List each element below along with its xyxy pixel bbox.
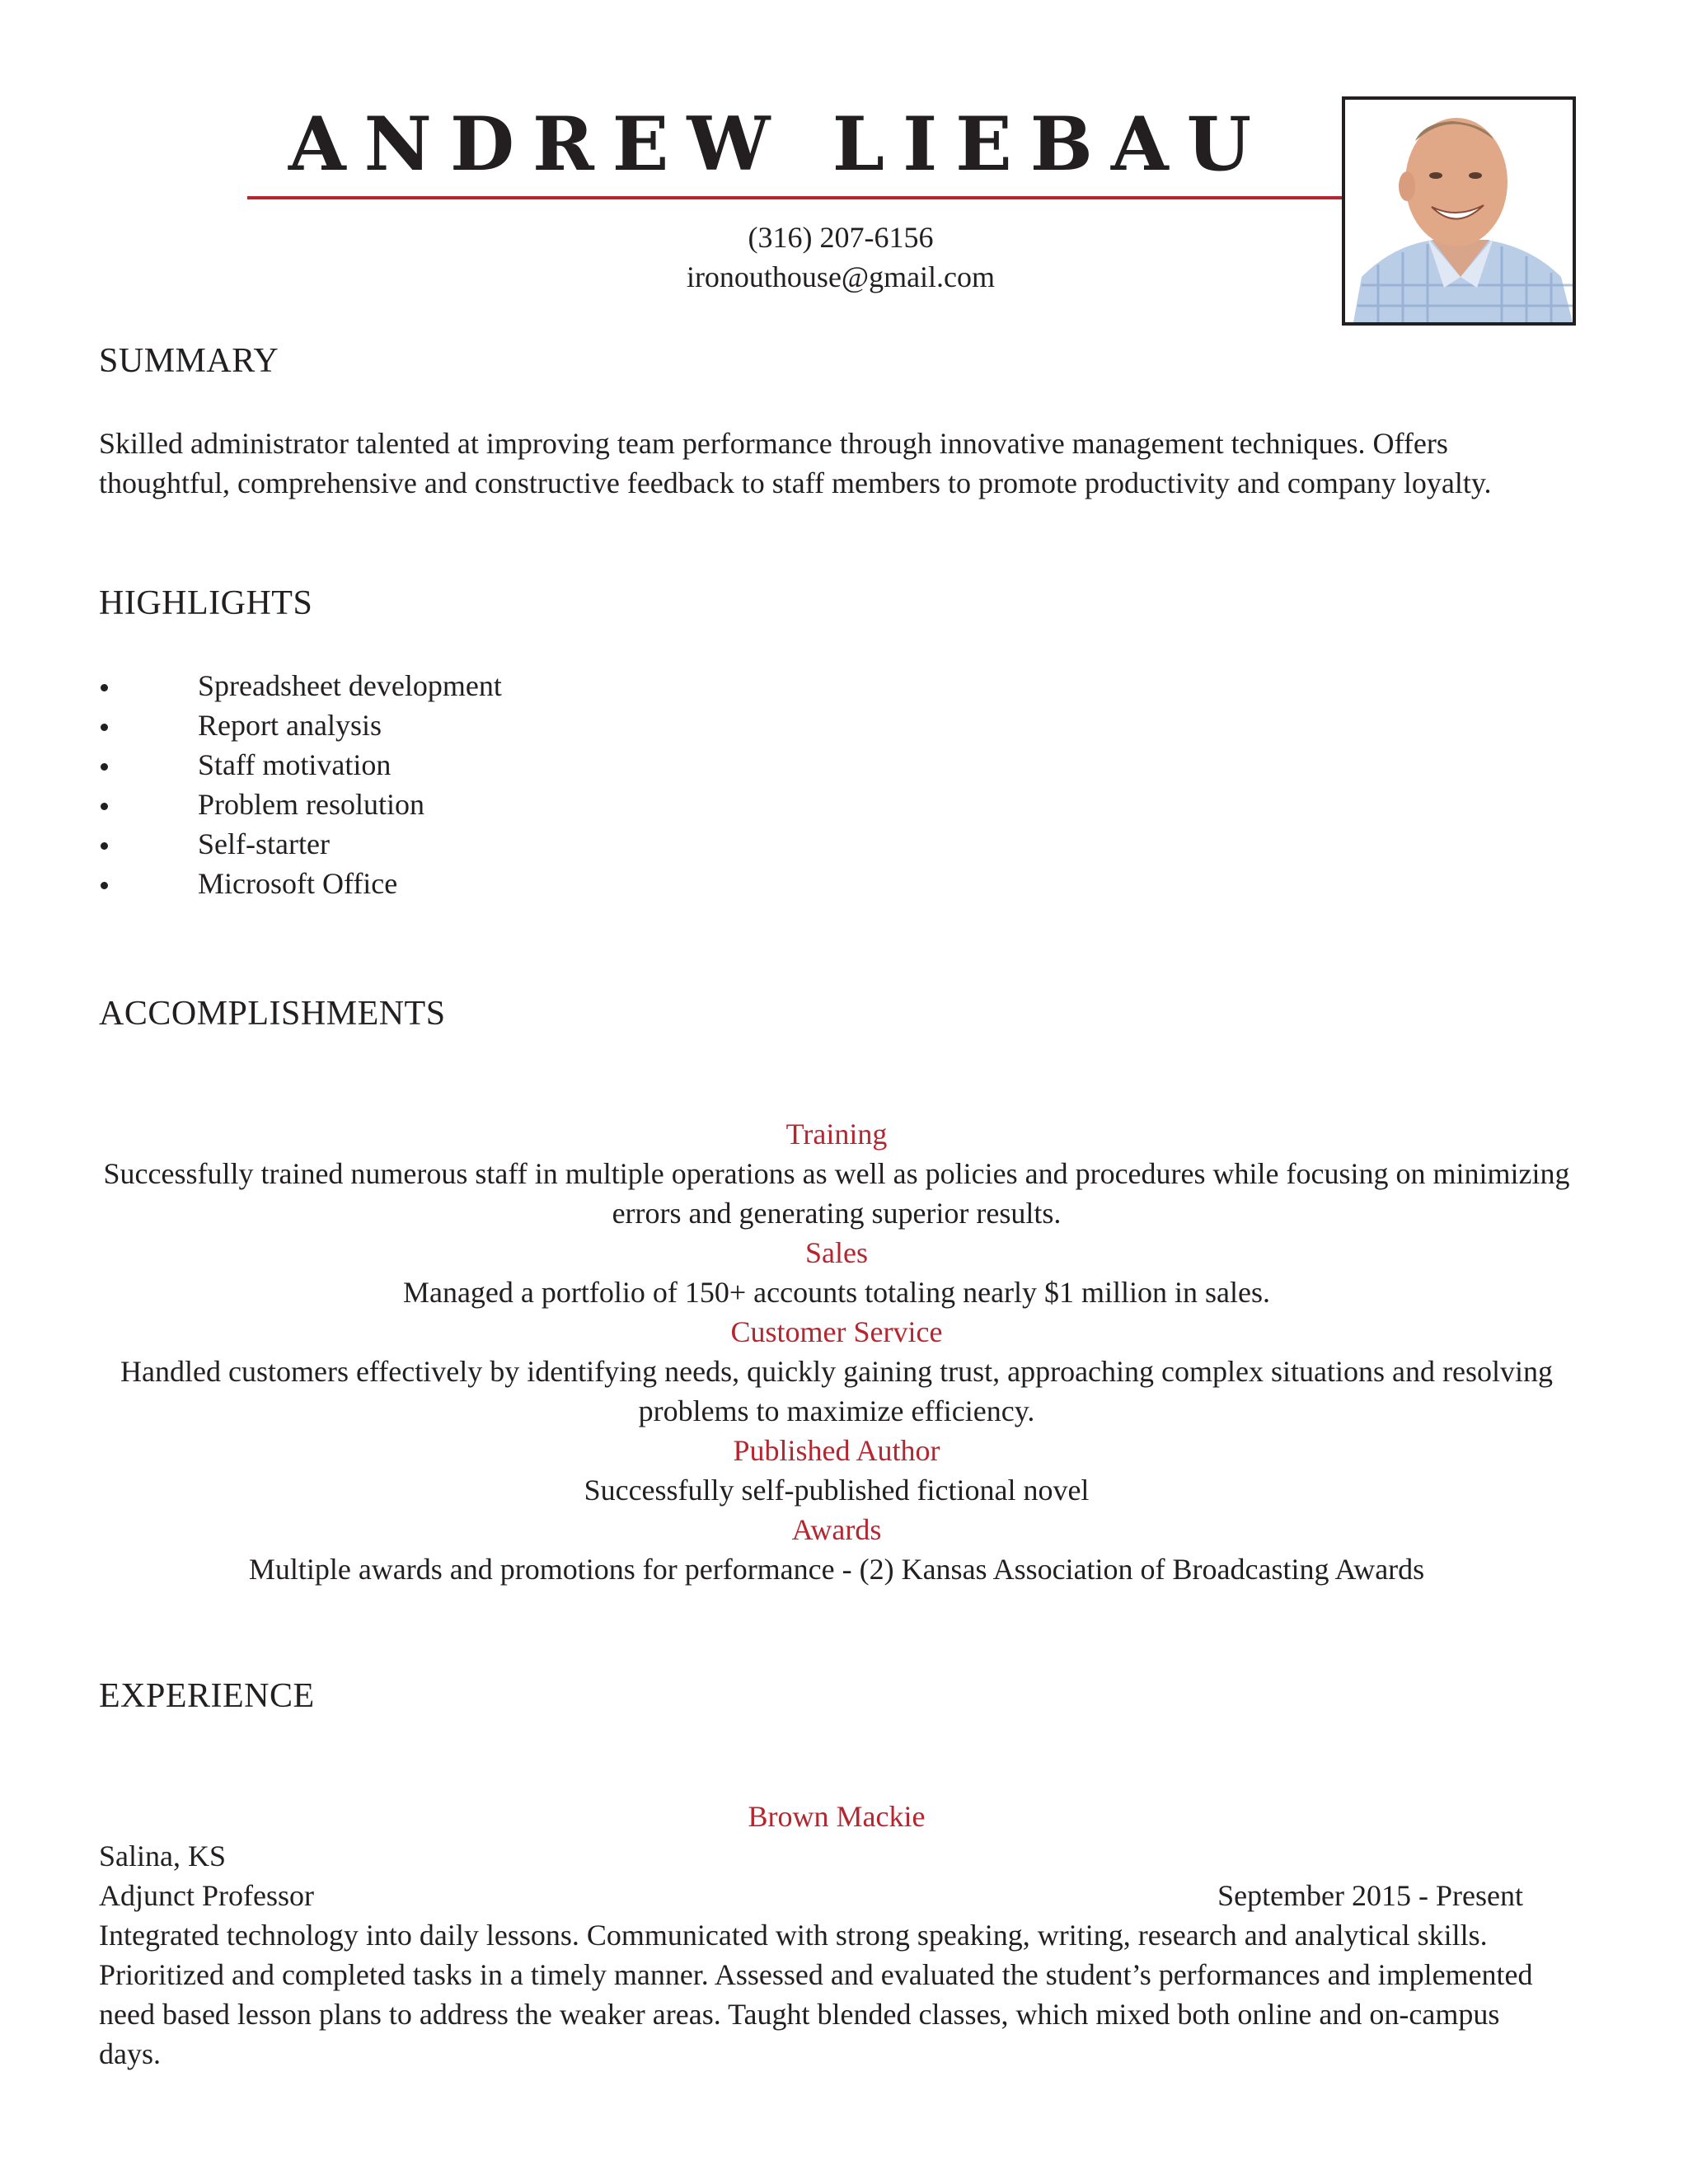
job-dates: September 2015 - Present xyxy=(1217,1879,1523,1912)
accomplishment-title: Training xyxy=(785,1118,888,1151)
job-location: Salina, KS xyxy=(99,1840,227,1872)
accomplishment-title: Customer Service xyxy=(730,1315,943,1348)
list-item: Self-starter xyxy=(99,824,502,864)
list-item: Report analysis xyxy=(99,705,502,745)
highlights-heading: HIGHLIGHTS xyxy=(99,584,313,622)
summary-heading: SUMMARY xyxy=(99,342,279,380)
name-divider xyxy=(247,196,1343,199)
accomplishment-text: Managed a portfolio of 150+ accounts totaling nearly $1 million in sales. xyxy=(402,1276,1271,1309)
job-description: Integrated technology into daily lessons. Communicated with strong speaking, writing, research and analytical skills. Prioritized and completed tasks in a timely manner. Assessed and evaluated the student’s performances and implemented need based lesson plans to address the weaker areas. Taught blended classes, which mixed both online and on-campus days. xyxy=(99,1919,1533,2070)
accomplishments-heading: ACCOMPLISHMENTS xyxy=(99,995,446,1033)
summary-text: Skilled administrator talented at improving team performance through innovative management techniques. Offers thoughtful, comprehensive and constructive feedback to staff members to promote productivity and company loyalty. xyxy=(99,427,1492,499)
accomplishment-text: Successfully trained numerous staff in multiple operations as well as policies and procedures while focusing on minimizing errors and generating superior results. xyxy=(103,1157,1570,1230)
accomplishment-text: Handled customers effectively by identifying needs, quickly gaining trust, approaching complex situations and resolving problems to maximize efficiency. xyxy=(120,1355,1553,1427)
candidate-name: ANDREW LIEBAU xyxy=(288,101,1270,188)
employer-name: Brown Mackie xyxy=(748,1800,926,1833)
contact-phone: (316) 207-6156 xyxy=(748,221,934,254)
list-item: Spreadsheet development xyxy=(99,666,502,705)
accomplishment-text: Multiple awards and promotions for performance - (2) Kansas Association of Broadcasting Awards xyxy=(248,1553,1425,1586)
accomplishment-title: Awards xyxy=(791,1513,882,1546)
list-item: Problem resolution xyxy=(99,785,502,824)
highlights-list xyxy=(99,666,502,903)
experience-heading: EXPERIENCE xyxy=(99,1677,315,1715)
contact-email[interactable]: ironouthouse@gmail.com xyxy=(686,260,996,293)
job-title: Adjunct Professor xyxy=(99,1879,314,1912)
accomplishment-text: Successfully self-published fictional novel xyxy=(584,1474,1090,1507)
accomplishment-title: Published Author xyxy=(733,1434,940,1467)
accomplishment-title: Sales xyxy=(805,1236,868,1269)
list-item: Microsoft Office xyxy=(99,864,502,903)
accomplishments-list xyxy=(99,1114,1574,1589)
list-item: Staff motivation xyxy=(99,745,502,785)
